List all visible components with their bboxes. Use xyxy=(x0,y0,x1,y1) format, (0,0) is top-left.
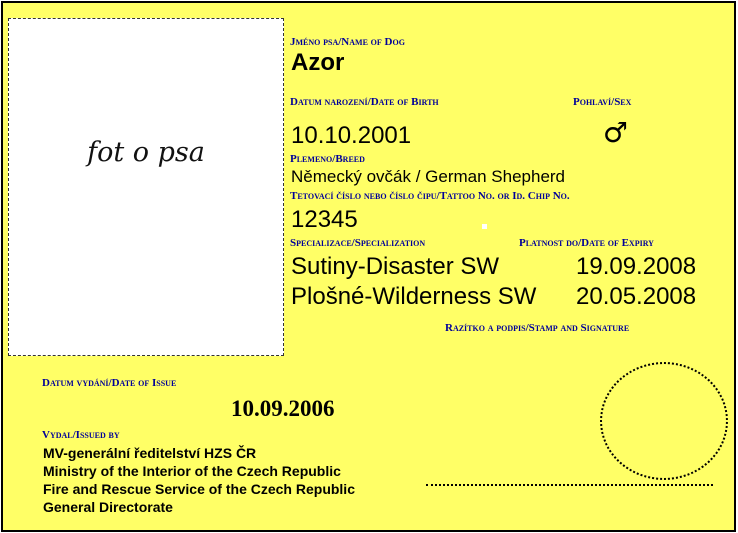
stamp-signature-label: Razítko a podpis/Stamp and Signature xyxy=(445,322,630,334)
dog-name: Azor xyxy=(291,49,345,76)
expiry-label: Platnost do/Date of Expiry xyxy=(519,237,654,249)
dog-id-card xyxy=(1,1,736,532)
issue-date-label: Datum vydání/Date of Issue xyxy=(42,377,177,389)
expiry-2: 20.05.2008 xyxy=(576,283,697,310)
stamp-circle xyxy=(600,362,728,480)
issuer-block xyxy=(43,444,355,516)
tattoo-number: 12345 xyxy=(291,206,358,233)
birth-date: 10.10.2001 xyxy=(291,122,412,149)
breed-value: Německý ovčák / German Shepherd xyxy=(291,167,566,186)
issue-date: 10.09.2006 xyxy=(231,396,335,421)
photo-placeholder-text: fot o psa xyxy=(87,137,205,168)
specialization-2: Plošné-Wilderness SW xyxy=(291,283,537,310)
tattoo-label: Tetovací číslo nebo číslo čipu/Tattoo No. or Id. Chip No. xyxy=(290,190,570,202)
issuer-line: Fire and Rescue Service of the Czech Republic xyxy=(43,481,355,497)
dog-photo-placeholder xyxy=(8,18,284,356)
issuer-line: General Directorate xyxy=(43,499,173,515)
birth-date-label: Datum narození/Date of Birth xyxy=(290,96,439,108)
issuer-line: MV-generální ředitelství HZS ČR xyxy=(43,445,257,461)
breed-label: Plemeno/Breed xyxy=(290,153,365,165)
specialization-1: Sutiny-Disaster SW xyxy=(291,253,500,280)
marker-dot xyxy=(482,224,487,229)
issued-by-label: Vydal/Issued by xyxy=(42,429,120,441)
male-symbol-icon: ♂ xyxy=(603,116,629,149)
issuer-line: Ministry of the Interior of the Czech Republic xyxy=(43,463,341,479)
name-label: Jméno psa/Name of Dog xyxy=(290,36,405,48)
expiry-1: 19.09.2008 xyxy=(576,253,697,280)
specialization-label: Specializace/Specialization xyxy=(290,237,426,249)
sex-label: Pohlaví/Sex xyxy=(573,96,632,108)
signature-line xyxy=(426,484,713,486)
